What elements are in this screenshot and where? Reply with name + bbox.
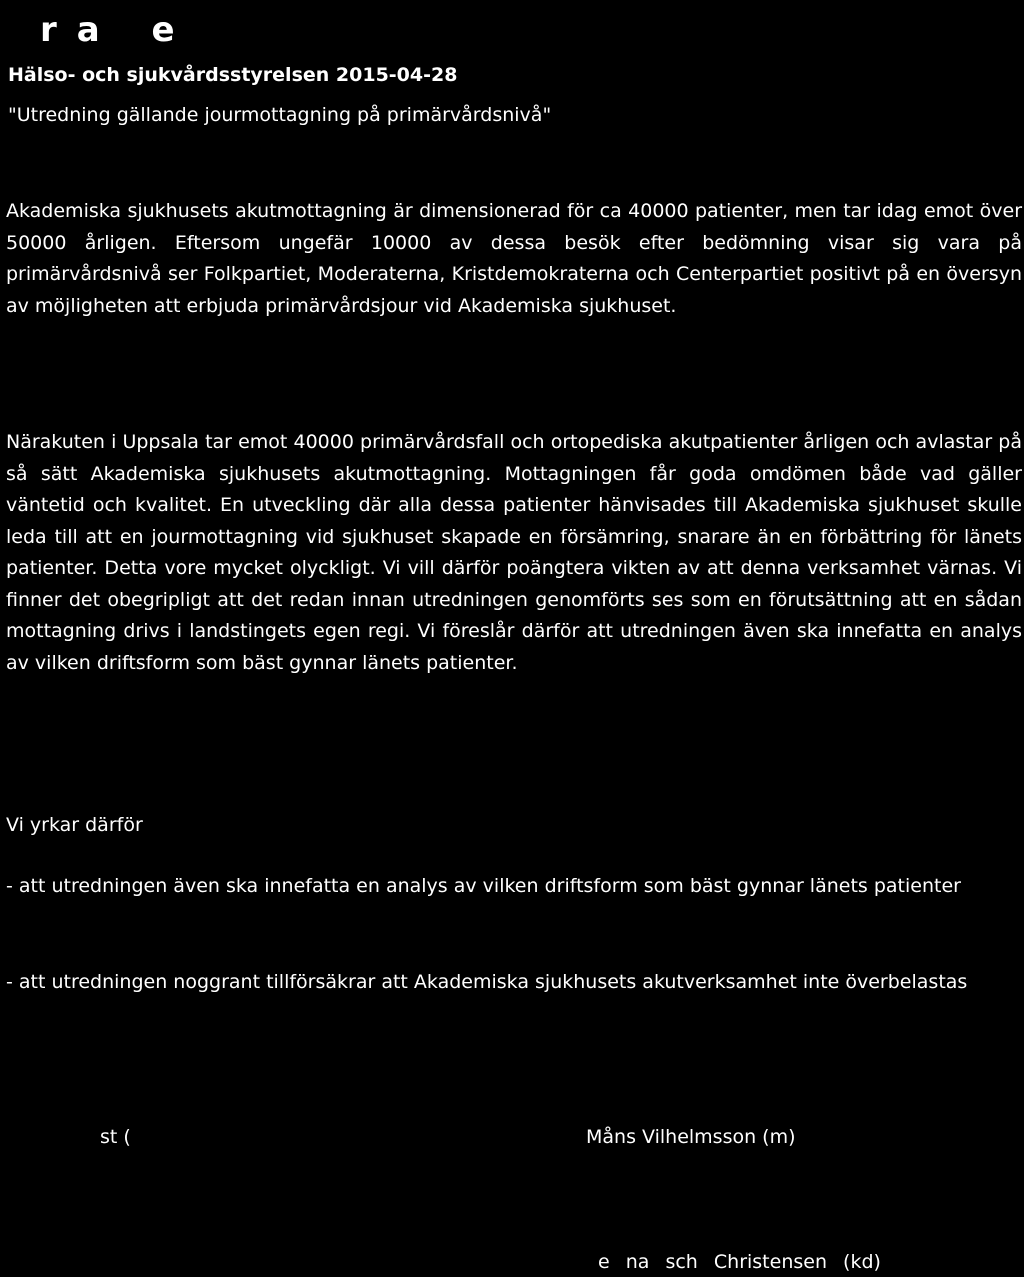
- signature-bottom: e na sch Christensen (kd): [598, 1251, 881, 1273]
- document-heading: ra e: [40, 10, 195, 50]
- demand-intro: Vi yrkar därför: [6, 814, 143, 836]
- demand-item-2: - att utredningen noggrant tillförsäkrar att Akademiska sjukhusets akutverksamhet inte överbelastas: [6, 971, 968, 993]
- signature-left: st (: [100, 1126, 131, 1148]
- signature-right: Måns Vilhelmsson (m): [586, 1126, 796, 1148]
- subject-title: "Utredning gällande jourmottagning på primärvårdsnivå": [8, 104, 552, 126]
- demand-item-1: - att utredningen även ska innefatta en analys av vilken driftsform som bäst gynnar länets patienter: [6, 875, 961, 897]
- paragraph-1: Akademiska sjukhusets akutmottagning är dimensionerad för ca 40000 patienter, men tar idag emot över 50000 årligen. Eftersom ungefär 10000 av dessa besök efter bedömning visar sig vara på primärvårdsnivå ser Folkpartiet, Moderaterna, Kristdemokraterna och Centerpartiet positivt på en översyn av möjligheten att erbjuda primärvårdsjour vid Akademiska sjukhuset.: [6, 200, 1022, 317]
- paragraph-2: Närakuten i Uppsala tar emot 40000 primärvårdsfall och ortopediska akutpatienter årligen och avlastar på så sätt Akademiska sjukhusets akutmottagning. Mottagningen får goda omdömen både vad gäller väntetid och kvalitet. En utveckling där alla dessa patienter hänvisades till Akademiska sjukhuset skulle leda till att en jourmottagning vid sjukhuset skapade en försämring, snarare än en förbättring för länets patienter. Detta vore mycket olyckligt. Vi vill därför poängtera vikten av att denna verksamhet värnas. Vi finner det obegripligt att det redan innan utredningen genomförts ses som en förutsättning att en sådan mottagning drivs i landstingets egen regi. Vi föreslår därför att utredningen även ska innefatta en analys av vilken driftsform som bäst gynnar länets patienter.: [6, 431, 1022, 674]
- meeting-line: Hälso- och sjukvårdsstyrelsen 2015-04-28: [8, 64, 458, 86]
